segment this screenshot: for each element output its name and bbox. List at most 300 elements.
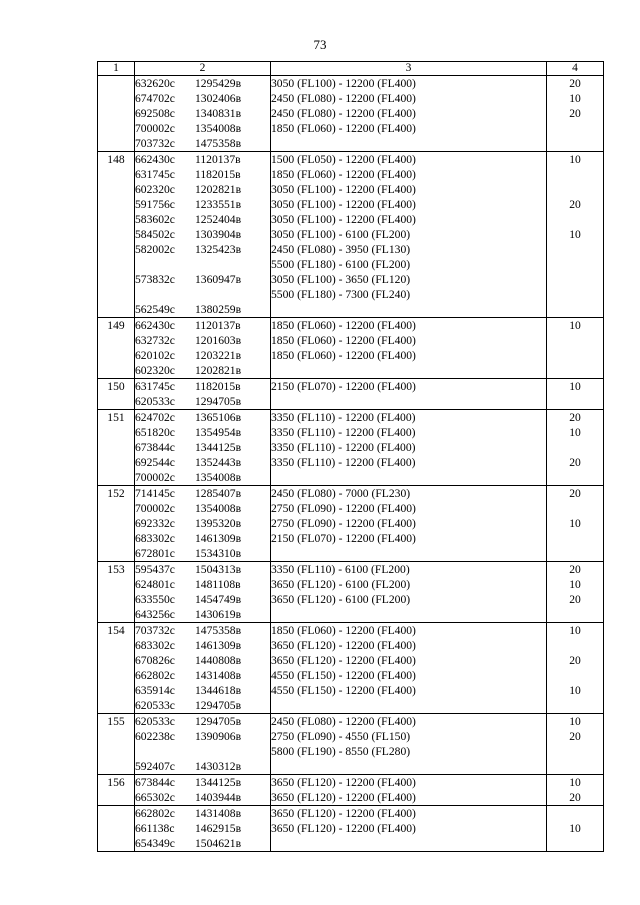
- latitude: 620533с: [135, 699, 175, 712]
- coordinate-line: [135, 394, 270, 409]
- coordinate-line: [135, 668, 270, 683]
- page-number: 73: [313, 37, 327, 52]
- latitude: 692508с: [135, 107, 175, 120]
- altitude-range: 3650 (FL120) - 12200 (FL400): [271, 807, 416, 820]
- longitude: 1354954в: [195, 426, 242, 439]
- altitude-range: 3350 (FL110) - 12200 (FL400): [271, 411, 416, 424]
- value: 10: [569, 517, 581, 530]
- route-number: 155: [98, 714, 135, 775]
- coordinate-line: [135, 333, 270, 348]
- latitude: 662802с: [135, 807, 175, 820]
- altitude-range: [271, 470, 546, 485]
- latitude: 674702с: [135, 92, 175, 105]
- altitude-cell: [271, 562, 547, 623]
- coordinate-line: [135, 470, 270, 485]
- latitude: 665302с: [135, 791, 175, 804]
- longitude: 1475358в: [195, 137, 242, 150]
- coordinate-line: [135, 623, 270, 638]
- value: [547, 470, 603, 485]
- table-body: [98, 76, 604, 852]
- longitude: 1440808в: [195, 654, 242, 667]
- altitude-range: 5500 (FL180) - 7300 (FL240): [271, 288, 411, 301]
- value: [547, 546, 603, 561]
- value: [547, 698, 603, 713]
- latitude: 683302с: [135, 639, 175, 652]
- value: [547, 136, 603, 151]
- coordinate-line: [135, 212, 270, 227]
- altitude-range: 1500 (FL050) - 12200 (FL400): [271, 153, 416, 166]
- altitude-range: 3050 (FL100) - 12200 (FL400): [271, 77, 416, 90]
- coordinate-line: [135, 152, 270, 167]
- longitude: 1202821в: [195, 183, 242, 196]
- coordinate-line: [135, 775, 270, 790]
- latitude: 624801с: [135, 578, 175, 591]
- altitude-range: 2150 (FL070) - 12200 (FL400): [271, 380, 416, 393]
- coordinate-line: [135, 531, 270, 546]
- value: 20: [569, 791, 581, 804]
- value: 10: [569, 624, 581, 637]
- altitude-range: 5800 (FL190) - 8550 (FL280): [271, 745, 411, 758]
- value: 20: [569, 654, 581, 667]
- value-cell: [547, 806, 604, 852]
- value: 10: [569, 684, 581, 697]
- coordinate-line: [135, 806, 270, 821]
- value: [547, 287, 603, 302]
- latitude: 595437с: [135, 563, 175, 576]
- altitude-range: 2750 (FL090) - 12200 (FL400): [271, 517, 416, 530]
- value: [547, 806, 603, 821]
- coordinate-line: [135, 486, 270, 501]
- altitude-range: [271, 363, 546, 378]
- longitude: 1380259в: [195, 303, 242, 316]
- longitude: 1390906в: [195, 730, 242, 743]
- latitude: 692332с: [135, 517, 175, 530]
- value: 20: [569, 411, 581, 424]
- value-cell: [547, 623, 604, 714]
- value: 20: [569, 487, 581, 500]
- coordinates-cell: [135, 318, 271, 379]
- longitude: 1354008в: [195, 471, 242, 484]
- table-row: [98, 76, 604, 152]
- longitude: 1120137в: [195, 153, 241, 166]
- coordinate-line: [135, 516, 270, 531]
- altitude-range: 3350 (FL110) - 12200 (FL400): [271, 426, 416, 439]
- coordinate-line: [135, 197, 270, 212]
- latitude: 700002с: [135, 502, 175, 515]
- longitude: 1431408в: [195, 807, 242, 820]
- route-number: 152: [98, 486, 135, 562]
- value: 10: [569, 380, 581, 393]
- latitude: 635914с: [135, 684, 175, 697]
- coordinate-line: [135, 410, 270, 425]
- altitude-range: [271, 136, 546, 151]
- column-header: 4: [547, 62, 604, 76]
- header-row: [98, 62, 604, 76]
- coordinate-line: [135, 653, 270, 668]
- latitude: 562549с: [135, 303, 175, 316]
- route-number: 154: [98, 623, 135, 714]
- altitude-range: 3050 (FL100) - 12200 (FL400): [271, 183, 416, 196]
- altitude-range: 2450 (FL080) - 7000 (FL230): [271, 487, 411, 500]
- latitude: 670826с: [135, 654, 175, 667]
- table-row: [98, 152, 604, 318]
- altitude-range: 3650 (FL120) - 12200 (FL400): [271, 639, 416, 652]
- longitude: 1454749в: [195, 593, 242, 606]
- value: 20: [569, 563, 581, 576]
- value: [547, 638, 603, 653]
- altitude-cell: [271, 714, 547, 775]
- value-cell: [547, 152, 604, 318]
- coordinate-line: [135, 425, 270, 440]
- longitude: 1252404в: [195, 213, 242, 226]
- altitude-range: 2450 (FL080) - 12200 (FL400): [271, 107, 416, 120]
- value: 10: [569, 776, 581, 789]
- altitude-range: 3050 (FL100) - 3650 (FL120): [271, 273, 411, 286]
- altitude-range: 1850 (FL060) - 12200 (FL400): [271, 122, 416, 135]
- coordinate-line: [135, 272, 270, 287]
- value: 20: [569, 77, 581, 90]
- coordinates-cell: [135, 379, 271, 410]
- longitude: 1202821в: [195, 364, 242, 377]
- coordinates-cell: [135, 410, 271, 486]
- latitude: 620533с: [135, 395, 175, 408]
- latitude: 632620с: [135, 77, 175, 90]
- latitude: 703732с: [135, 137, 175, 150]
- latitude: 643256с: [135, 608, 175, 621]
- value: 20: [569, 198, 581, 211]
- altitude-range: 3650 (FL120) - 12200 (FL400): [271, 791, 416, 804]
- value: 10: [569, 92, 581, 105]
- value: [547, 257, 603, 272]
- coordinate-line: [135, 287, 270, 302]
- altitude-range: 3650 (FL120) - 12200 (FL400): [271, 822, 416, 835]
- table-row: [98, 775, 604, 806]
- coordinates-cell: [135, 714, 271, 775]
- column-header: 1: [98, 62, 135, 76]
- latitude: 592407с: [135, 760, 175, 773]
- longitude: 1360947в: [195, 273, 242, 286]
- latitude: 700002с: [135, 122, 175, 135]
- coordinate-line: [135, 698, 270, 713]
- latitude: 703732с: [135, 624, 175, 637]
- altitude-range: 3650 (FL120) - 6100 (FL200): [271, 578, 411, 591]
- coordinate-line: [135, 121, 270, 136]
- altitude-range: 3650 (FL120) - 12200 (FL400): [271, 776, 416, 789]
- value: [547, 363, 603, 378]
- value: 10: [569, 822, 581, 835]
- longitude: 1504621в: [195, 837, 242, 850]
- route-number: 151: [98, 410, 135, 486]
- value: [547, 744, 603, 759]
- altitude-range: [271, 546, 546, 561]
- longitude: 1344125в: [195, 776, 242, 789]
- altitude-range: 5500 (FL180) - 6100 (FL200): [271, 258, 411, 271]
- latitude: 602320с: [135, 183, 175, 196]
- longitude: 1431408в: [195, 669, 242, 682]
- longitude: 1354008в: [195, 122, 242, 135]
- table-row: [98, 486, 604, 562]
- route-number: 150: [98, 379, 135, 410]
- coordinate-line: [135, 76, 270, 91]
- value-cell: [547, 775, 604, 806]
- latitude: 583602с: [135, 213, 175, 226]
- longitude: 1344618в: [195, 684, 242, 697]
- longitude: 1201603в: [195, 334, 242, 347]
- coordinate-line: [135, 227, 270, 242]
- altitude-range: 2450 (FL080) - 3950 (FL130): [271, 243, 411, 256]
- value: [547, 348, 603, 363]
- coordinate-line: [135, 577, 270, 592]
- coordinate-line: [135, 440, 270, 455]
- coordinate-line: [135, 136, 270, 151]
- coordinates-cell: [135, 76, 271, 152]
- longitude: 1365106в: [195, 411, 242, 424]
- longitude: 1352443в: [195, 456, 242, 469]
- altitude-range: 4550 (FL150) - 12200 (FL400): [271, 669, 416, 682]
- longitude: 1462915в: [195, 822, 242, 835]
- latitude: 651820с: [135, 426, 175, 439]
- coordinates-cell: [135, 486, 271, 562]
- value-cell: [547, 76, 604, 152]
- latitude: 632732с: [135, 334, 175, 347]
- value-cell: [547, 562, 604, 623]
- coordinates-cell: [135, 623, 271, 714]
- value: [547, 668, 603, 683]
- coordinate-line: [135, 638, 270, 653]
- coordinate-line: [135, 302, 270, 317]
- value-cell: [547, 379, 604, 410]
- value: [547, 333, 603, 348]
- latitude: 662430с: [135, 319, 175, 332]
- altitude-range: 2450 (FL080) - 12200 (FL400): [271, 92, 416, 105]
- value: 20: [569, 730, 581, 743]
- altitude-cell: [271, 775, 547, 806]
- coordinate-line: [135, 546, 270, 561]
- altitude-cell: [271, 152, 547, 318]
- latitude: 662430с: [135, 153, 175, 166]
- longitude: 1285407в: [195, 487, 242, 500]
- altitude-range: [271, 759, 546, 774]
- latitude: 620533с: [135, 715, 175, 728]
- altitude-cell: [271, 623, 547, 714]
- table-row: [98, 806, 604, 852]
- latitude: 662802с: [135, 669, 175, 682]
- value: [547, 607, 603, 622]
- altitude-range: 1850 (FL060) - 12200 (FL400): [271, 334, 416, 347]
- altitude-range: [271, 607, 546, 622]
- coordinate-line: [135, 607, 270, 622]
- value-cell: [547, 714, 604, 775]
- coordinate-line: [135, 106, 270, 121]
- coordinate-line: [135, 729, 270, 744]
- latitude: 661138с: [135, 822, 175, 835]
- value: [547, 759, 603, 774]
- coordinate-line: [135, 501, 270, 516]
- coordinate-line: [135, 744, 270, 759]
- altitude-range: 1850 (FL060) - 12200 (FL400): [271, 168, 416, 181]
- value: [547, 836, 603, 851]
- altitude-range: [271, 836, 546, 851]
- altitude-range: 2750 (FL090) - 12200 (FL400): [271, 502, 416, 515]
- value: 10: [569, 153, 581, 166]
- longitude: 1403944в: [195, 791, 242, 804]
- coordinate-line: [135, 562, 270, 577]
- longitude: 1534310в: [195, 547, 242, 560]
- latitude: 692544с: [135, 456, 175, 469]
- value: 20: [569, 456, 581, 469]
- longitude: 1325423в: [195, 243, 242, 256]
- latitude: 631745с: [135, 168, 175, 181]
- coordinate-line: [135, 790, 270, 805]
- altitude-range: [271, 698, 546, 713]
- latitude: 700002с: [135, 471, 175, 484]
- value: [547, 302, 603, 317]
- column-header: 3: [271, 62, 547, 76]
- longitude: 1430312в: [195, 760, 242, 773]
- table-row: [98, 379, 604, 410]
- table-row: [98, 318, 604, 379]
- coordinate-line: [135, 318, 270, 333]
- latitude: 584502с: [135, 228, 175, 241]
- altitude-range: 2450 (FL080) - 12200 (FL400): [271, 715, 416, 728]
- latitude: 591756с: [135, 198, 175, 211]
- table-row: [98, 562, 604, 623]
- altitude-range: 4550 (FL150) - 12200 (FL400): [271, 684, 416, 697]
- coordinate-line: [135, 167, 270, 182]
- value: 20: [569, 107, 581, 120]
- longitude: 1475358в: [195, 624, 242, 637]
- value-cell: [547, 486, 604, 562]
- latitude: 654349с: [135, 837, 175, 850]
- altitude-range: 3050 (FL100) - 12200 (FL400): [271, 198, 416, 211]
- coordinate-line: [135, 759, 270, 774]
- altitude-cell: [271, 486, 547, 562]
- altitude-cell: [271, 318, 547, 379]
- latitude: 602238с: [135, 730, 175, 743]
- altitude-range: 3650 (FL120) - 12200 (FL400): [271, 654, 416, 667]
- value: [547, 167, 603, 182]
- altitude-cell: [271, 410, 547, 486]
- latitude: 673844с: [135, 776, 175, 789]
- value: [547, 440, 603, 455]
- value: 10: [569, 715, 581, 728]
- value: [547, 212, 603, 227]
- value: [547, 531, 603, 546]
- coordinate-line: [135, 683, 270, 698]
- longitude: 1294705в: [195, 699, 242, 712]
- coordinate-line: [135, 363, 270, 378]
- altitude-range: 2150 (FL070) - 12200 (FL400): [271, 532, 416, 545]
- altitude-range: 3350 (FL110) - 12200 (FL400): [271, 456, 416, 469]
- latitude: 672801с: [135, 547, 175, 560]
- value: [547, 272, 603, 287]
- route-number: 148: [98, 152, 135, 318]
- coordinate-line: [135, 455, 270, 470]
- latitude: 683302с: [135, 532, 175, 545]
- longitude: 1294705в: [195, 715, 242, 728]
- value-cell: [547, 410, 604, 486]
- altitude-cell: [271, 806, 547, 852]
- altitude-cell: [271, 76, 547, 152]
- coordinates-cell: [135, 775, 271, 806]
- longitude: 1203221в: [195, 349, 242, 362]
- value: 10: [569, 319, 581, 332]
- altitude-range: 2750 (FL090) - 4550 (FL150): [271, 730, 411, 743]
- coordinate-line: [135, 348, 270, 363]
- longitude: 1295429в: [195, 77, 242, 90]
- altitude-range: 1850 (FL060) - 12200 (FL400): [271, 319, 416, 332]
- coordinate-line: [135, 592, 270, 607]
- value: [547, 394, 603, 409]
- coordinate-line: [135, 182, 270, 197]
- longitude: 1302406в: [195, 92, 242, 105]
- longitude: 1461309в: [195, 532, 242, 545]
- latitude: 631745с: [135, 380, 175, 393]
- coordinates-cell: [135, 562, 271, 623]
- value: 10: [569, 578, 581, 591]
- coordinates-cell: [135, 152, 271, 318]
- table-row: [98, 623, 604, 714]
- altitude-range: 1850 (FL060) - 12200 (FL400): [271, 349, 416, 362]
- route-number: 153: [98, 562, 135, 623]
- table-row: [98, 410, 604, 486]
- value: [547, 182, 603, 197]
- altitude-range: [271, 302, 546, 317]
- table-row: [98, 714, 604, 775]
- longitude: 1461309в: [195, 639, 242, 652]
- latitude: 714145с: [135, 487, 175, 500]
- altitude-range: 3350 (FL110) - 12200 (FL400): [271, 441, 416, 454]
- latitude: 602320с: [135, 364, 175, 377]
- route-number: [98, 76, 135, 152]
- longitude: 1182015в: [195, 380, 241, 393]
- latitude: 582002с: [135, 243, 175, 256]
- longitude: 1395320в: [195, 517, 242, 530]
- value-cell: [547, 318, 604, 379]
- altitude-range: 3050 (FL100) - 12200 (FL400): [271, 213, 416, 226]
- latitude: 673844с: [135, 441, 175, 454]
- longitude: 1354008в: [195, 502, 242, 515]
- value: [547, 501, 603, 516]
- altitude-range: 3650 (FL120) - 6100 (FL200): [271, 593, 411, 606]
- route-table: [97, 61, 604, 852]
- value: [547, 121, 603, 136]
- longitude: 1430619в: [195, 608, 242, 621]
- coordinate-line: [135, 379, 270, 394]
- longitude: 1233551в: [195, 198, 242, 211]
- route-number: [98, 806, 135, 852]
- coordinate-line: [135, 257, 270, 272]
- route-number: 149: [98, 318, 135, 379]
- coordinate-line: [135, 821, 270, 836]
- value: 10: [569, 426, 581, 439]
- longitude: 1340831в: [195, 107, 242, 120]
- coordinate-line: [135, 242, 270, 257]
- longitude: 1182015в: [195, 168, 241, 181]
- altitude-cell: [271, 379, 547, 410]
- value: 10: [569, 228, 581, 241]
- longitude: 1294705в: [195, 395, 242, 408]
- latitude: 633550с: [135, 593, 175, 606]
- latitude: 620102с: [135, 349, 175, 362]
- coordinates-cell: [135, 806, 271, 852]
- route-number: 156: [98, 775, 135, 806]
- latitude: 573832с: [135, 273, 175, 286]
- coordinate-line: [135, 714, 270, 729]
- longitude: 1120137в: [195, 319, 241, 332]
- longitude: 1303904в: [195, 228, 242, 241]
- altitude-range: [271, 394, 546, 409]
